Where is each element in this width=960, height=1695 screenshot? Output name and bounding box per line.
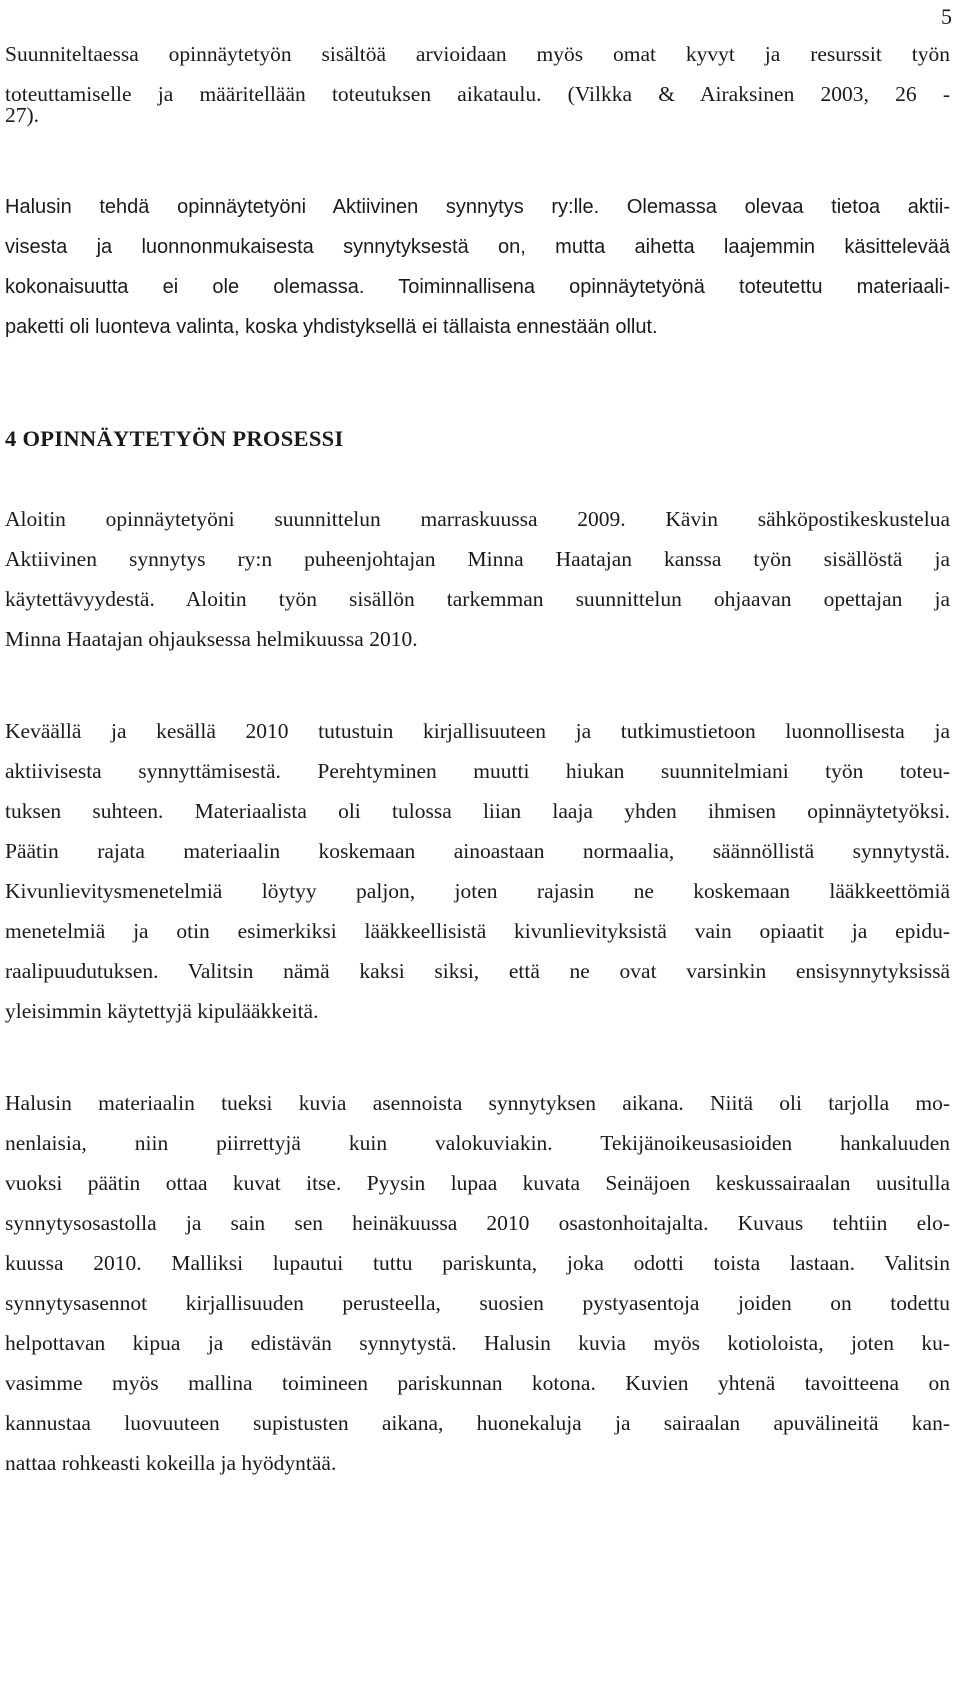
paragraph-5-line-7: helpottavan kipua ja edistävän synnytystä. Halusin kuvia myös kotioloista, joten ku- xyxy=(5,1331,950,1355)
paragraph-1-line-2: toteuttamiselle ja määritellään toteutuksen aikataulu. (Vilkka & Airaksinen 2003, 26 - xyxy=(5,82,950,106)
paragraph-4-line-2: aktiivisesta synnyttämisestä. Perehtyminen muutti hiukan suunnitelmiani työn toteu- xyxy=(5,759,950,783)
paragraph-3-line-2: Aktiivinen synnytys ry:n puheenjohtajan Minna Haatajan kanssa työn sisällöstä ja xyxy=(5,547,950,571)
section-heading: 4 OPINNÄYTETYÖN PROSESSI xyxy=(5,426,344,451)
paragraph-5-line-10: nattaa rohkeasti kokeilla ja hyödyntää. xyxy=(5,1451,337,1475)
paragraph-5-line-3: vuoksi päätin ottaa kuvat itse. Pyysin lupaa kuvata Seinäjoen keskussairaalan uusitulla xyxy=(5,1171,950,1195)
paragraph-2-line-3: kokonaisuutta ei ole olemassa. Toiminnallisena opinnäytetyönä toteutettu materiaali- xyxy=(5,276,950,298)
paragraph-4-line-5: Kivunlievitysmenetelmiä löytyy paljon, joten rajasin ne koskemaan lääkkeettömiä xyxy=(5,879,950,903)
paragraph-5-line-5: kuussa 2010. Malliksi lupautui tuttu pariskunta, joka odotti toista lastaan. Valitsin xyxy=(5,1251,950,1275)
paragraph-4-line-7: raalipuudutuksen. Valitsin nämä kaksi siksi, että ne ovat varsinkin ensisynnytyksissä xyxy=(5,959,950,983)
paragraph-5-line-1: Halusin materiaalin tueksi kuvia asennoista synnytyksen aikana. Niitä oli tarjolla mo- xyxy=(5,1091,950,1115)
paragraph-3-line-1: Aloitin opinnäytetyöni suunnittelun marraskuussa 2009. Kävin sähköpostikeskustelua xyxy=(5,507,950,531)
paragraph-5-line-8: vasimme myös mallina toimineen pariskunnan kotona. Kuvien yhtenä tavoitteena on xyxy=(5,1371,950,1395)
paragraph-3-line-3: käytettävyydestä. Aloitin työn sisällön tarkemman suunnittelun ohjaavan opettajan ja xyxy=(5,587,950,611)
paragraph-5-line-4: synnytysosastolla ja sain sen heinäkuussa 2010 osastonhoitajalta. Kuvaus tehtiin elo- xyxy=(5,1211,950,1235)
page-number: 5 xyxy=(941,4,952,29)
paragraph-1-line-3: 27). xyxy=(5,103,40,127)
paragraph-4-line-3: tuksen suhteen. Materiaalista oli tulossa liian laaja yhden ihmisen opinnäytetyöksi. xyxy=(5,799,950,823)
paragraph-4-line-1: Keväällä ja kesällä 2010 tutustuin kirjallisuuteen ja tutkimustietoon luonnollisesta ja xyxy=(5,719,950,743)
paragraph-4-line-6: menetelmiä ja otin esimerkiksi lääkkeellisistä kivunlievityksistä vain opiaatit ja epidu- xyxy=(5,919,950,943)
paragraph-2-line-1: Halusin tehdä opinnäytetyöni Aktiivinen synnytys ry:lle. Olemassa olevaa tietoa aktii- xyxy=(5,196,950,218)
paragraph-2-line-2: visesta ja luonnonmukaisesta synnytyksestä on, mutta aihetta laajemmin käsittelevää xyxy=(5,236,950,258)
paragraph-3-line-4: Minna Haatajan ohjauksessa helmikuussa 2010. xyxy=(5,627,418,651)
paragraph-5-line-2: nenlaisia, niin piirrettyjä kuin valokuviakin. Tekijänoikeusasioiden hankaluuden xyxy=(5,1131,950,1155)
paragraph-4-line-8: yleisimmin käytettyjä kipulääkkeitä. xyxy=(5,999,319,1023)
paragraph-2-line-4: paketti oli luonteva valinta, koska yhdistyksellä ei tällaista ennestään ollut. xyxy=(5,316,658,338)
paragraph-5-line-9: kannustaa luovuuteen supistusten aikana, huonekaluja ja sairaalan apuvälineitä kan- xyxy=(5,1411,950,1435)
paragraph-1-line-1: Suunniteltaessa opinnäytetyön sisältöä arvioidaan myös omat kyvyt ja resurssit työn xyxy=(5,42,950,66)
paragraph-4-line-4: Päätin rajata materiaalin koskemaan ainoastaan normaalia, säännöllistä synnytystä. xyxy=(5,839,950,863)
paragraph-5-line-6: synnytysasennot kirjallisuuden perusteella, suosien pystyasentoja joiden on todettu xyxy=(5,1291,950,1315)
